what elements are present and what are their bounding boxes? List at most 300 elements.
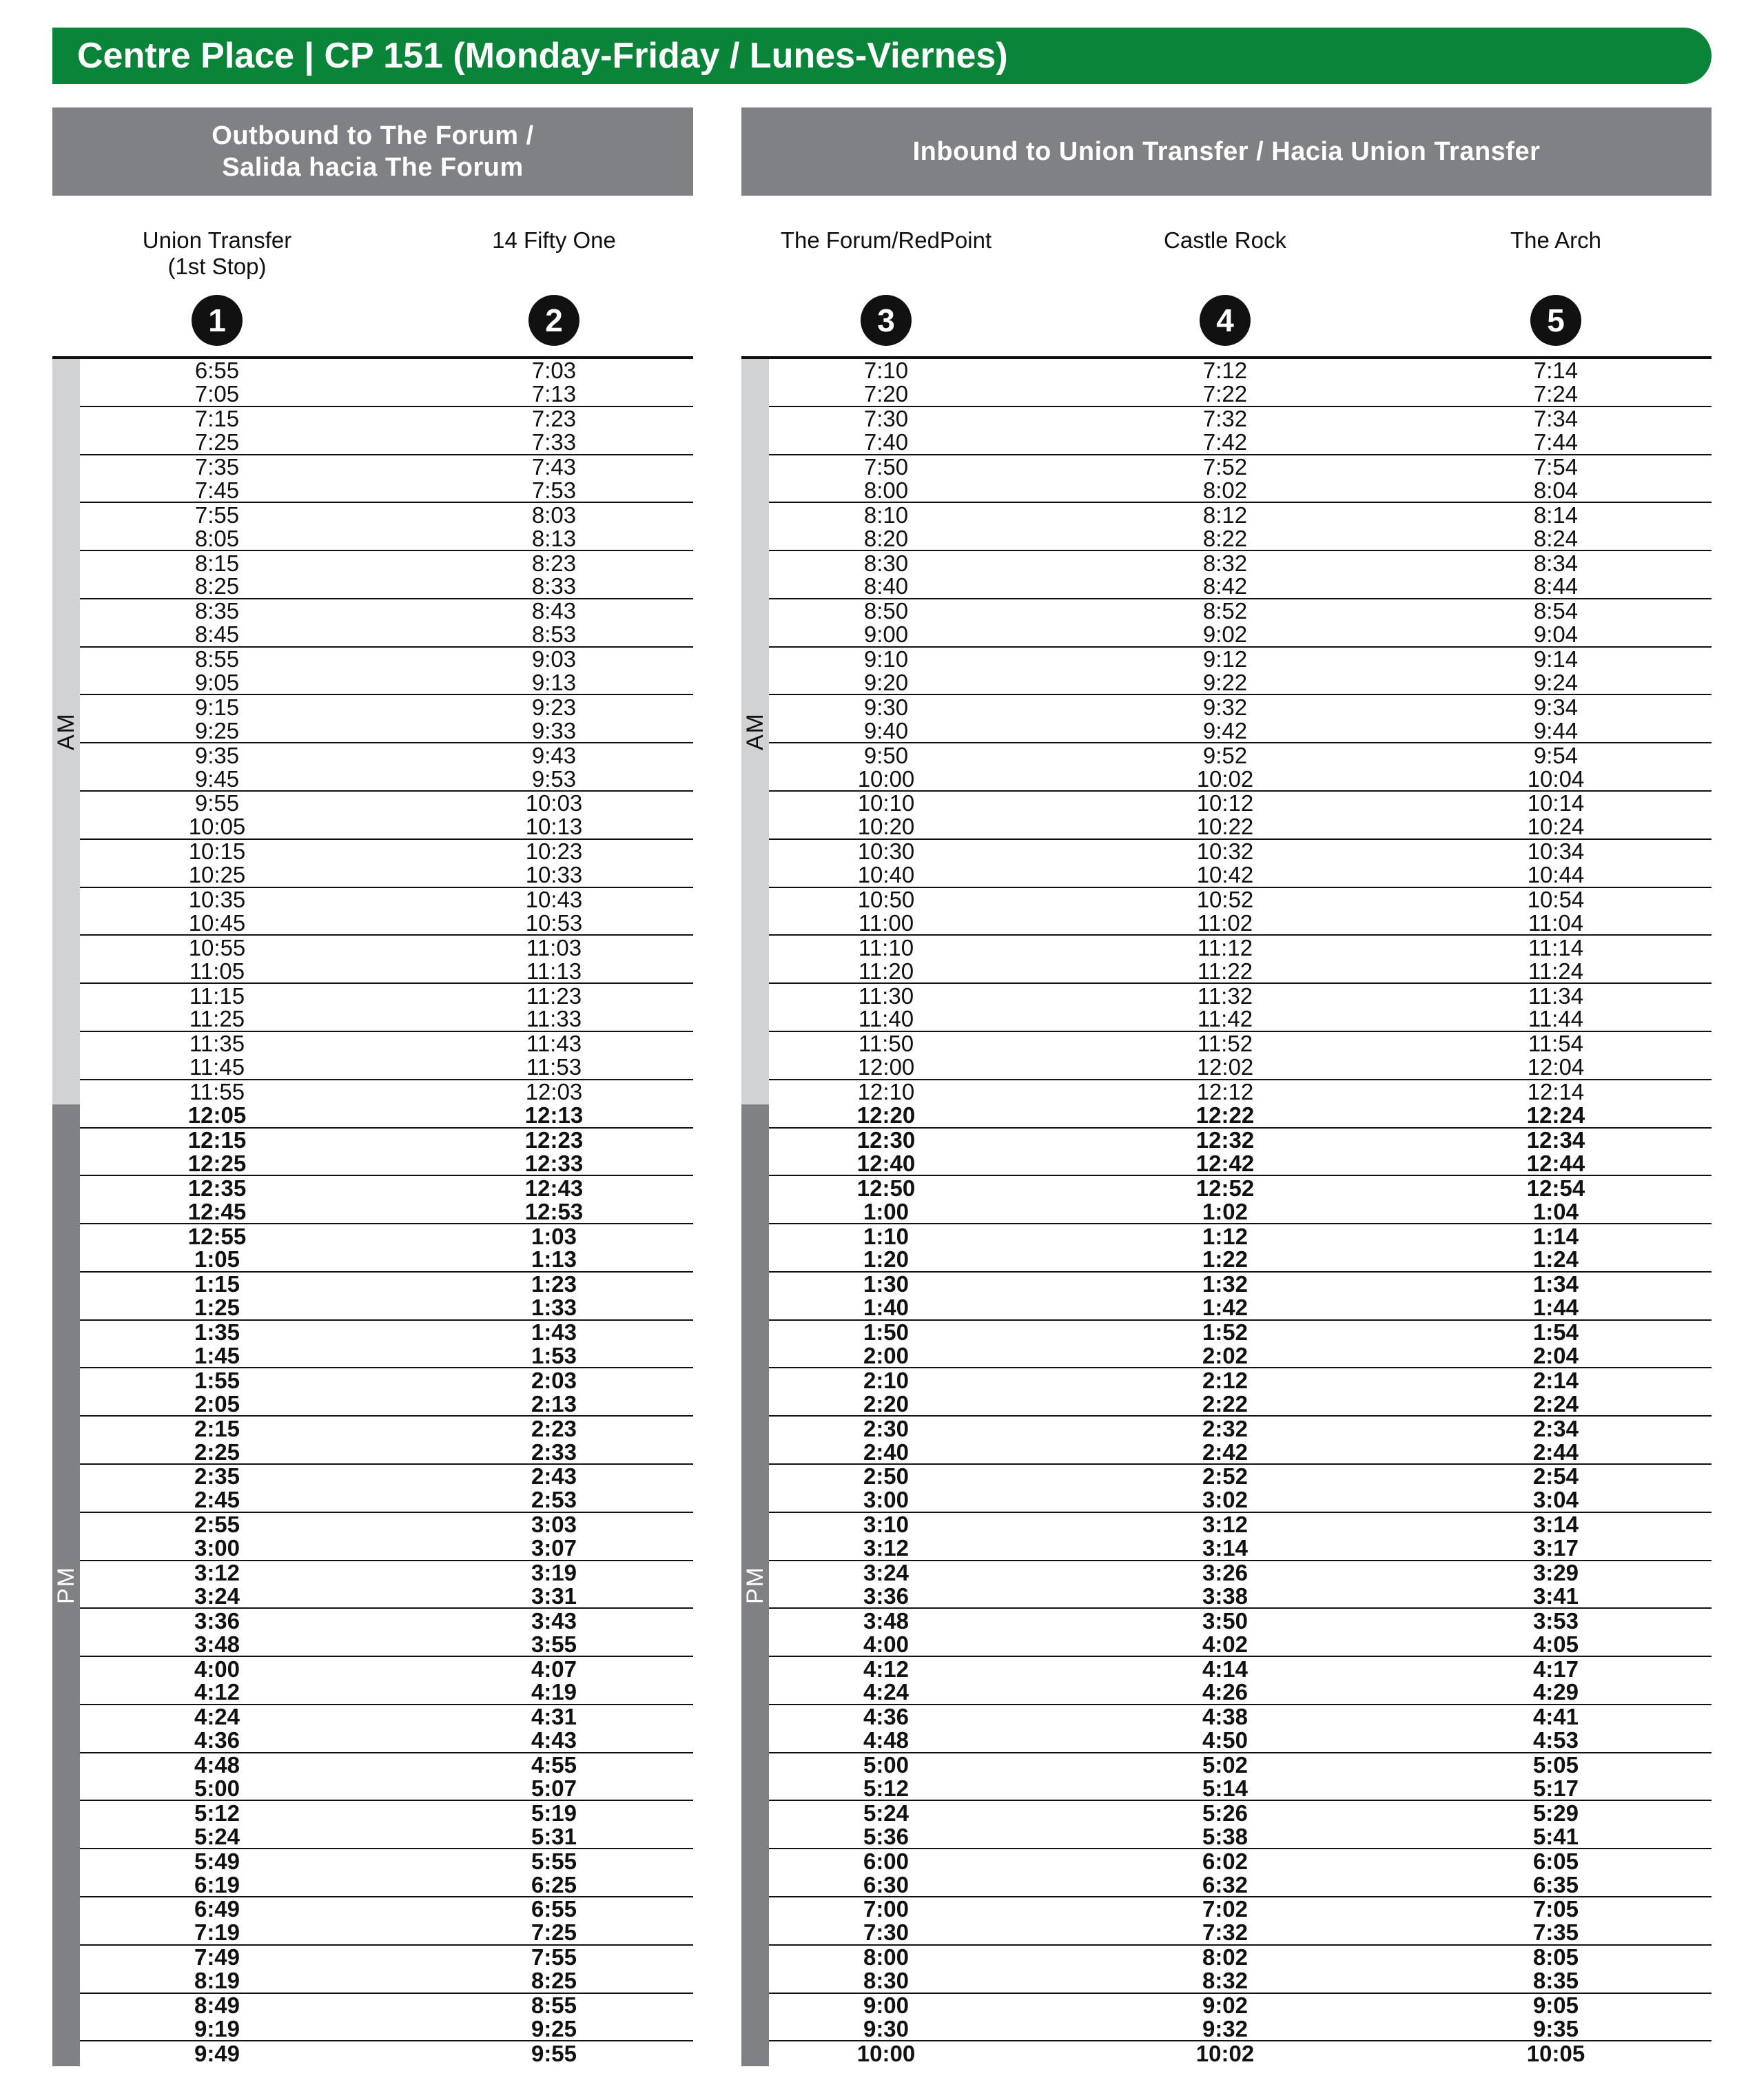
time-cell: 11:32 [1197,982,1253,1009]
table-row [769,960,1712,984]
table-row [80,1056,693,1080]
time-cell: 7:13 [531,381,577,407]
time-cell: 8:33 [531,573,577,599]
time-cell: 11:54 [1528,1031,1584,1057]
table-row [769,1970,1712,1994]
table-row [769,1849,1712,1873]
table-row [80,383,693,407]
time-cell: 9:10 [863,646,909,672]
time-cell: 9:24 [1533,670,1579,696]
time-cell: 8:15 [194,550,240,576]
time-cell: 7:52 [1202,454,1248,480]
time-cell: 8:05 [1532,1944,1579,1970]
time-cell: 8:42 [1202,573,1248,599]
time-cell: 11:52 [1197,1031,1253,1057]
time-cell: 4:53 [1532,1727,1579,1753]
table-row [769,1775,1712,1802]
time-cell: 7:42 [1202,429,1248,455]
time-cell: 2:23 [531,1415,577,1441]
table-row [80,431,693,455]
time-cell: 9:52 [1202,742,1248,768]
table-row [769,599,1712,624]
time-cell: 9:04 [1533,621,1579,648]
table-row [80,1970,693,1994]
time-cell: 9:30 [863,694,909,720]
time-cell: 9:05 [1532,1993,1579,2018]
time-cell: 4:05 [1532,1631,1579,1657]
time-cell: 10:12 [1196,790,1254,816]
table-row [80,1729,693,1753]
time-cell: 12:42 [1195,1150,1255,1176]
column-subtitle: (1st Stop) [167,254,267,279]
time-cell: 12:14 [1527,1079,1585,1105]
time-cell: 12:00 [857,1054,915,1080]
time-cell: 7:35 [194,454,240,480]
time-cell: 2:54 [1532,1463,1579,1490]
time-cell: 10:32 [1196,838,1254,865]
time-cell: 2:02 [1202,1342,1249,1368]
time-cell: 3:43 [531,1607,577,1634]
table-row [769,1441,1712,1465]
pm-label: PM [741,1566,768,1605]
table-row [80,1273,693,1297]
table-row [80,792,693,816]
time-cell: 4:29 [1532,1679,1579,1705]
table-row [769,936,1712,960]
time-cell: 7:32 [1202,406,1248,432]
time-cell: 4:41 [1532,1704,1579,1730]
table-row [769,1609,1712,1633]
time-cell: 3:41 [1532,1583,1579,1609]
table-row [80,407,693,431]
time-cell: 8:32 [1202,550,1248,576]
time-cell: 3:24 [194,1583,240,1609]
time-cell: 9:15 [194,694,240,720]
column-name: Castle Rock [1164,227,1286,253]
time-cell: 1:54 [1532,1319,1579,1346]
time-cell: 7:14 [1533,358,1579,384]
time-cell: 3:03 [531,1512,577,1538]
table-row [80,2041,693,2066]
time-cell: 12:53 [524,1198,584,1224]
time-cell: 12:34 [1526,1126,1585,1153]
time-cell: 7:02 [1202,1896,1249,1922]
table-row [769,792,1712,816]
time-cell: 10:15 [188,838,246,865]
time-cell: 7:30 [863,1919,910,1946]
time-cell: 7:35 [1532,1919,1579,1946]
time-cell: 3:14 [1202,1535,1249,1561]
table-row [80,1297,693,1321]
time-cell: 7:33 [531,429,577,455]
pm-label: PM [52,1566,79,1605]
table-row [80,743,693,768]
table-row [80,984,693,1008]
time-cell: 5:49 [194,1848,240,1874]
table-row [769,1513,1712,1537]
table-row [769,503,1712,527]
table-row [769,1126,1712,1153]
time-cell: 3:07 [531,1535,577,1561]
time-cell: 1:14 [1532,1223,1579,1249]
time-cell: 5:02 [1202,1752,1249,1778]
time-cell: 1:15 [194,1271,240,1297]
inbound-header-text: Inbound to Union Transfer / Hacia Union Transfer [912,137,1541,166]
column-forum-redpoint [762,227,1010,254]
time-cell: 11:00 [858,909,914,936]
time-cell: 7:50 [863,454,909,480]
time-cell: 6:49 [194,1896,240,1922]
stop-badge-3: 3 [861,295,912,346]
table-row [769,455,1712,480]
table-row [769,1200,1712,1224]
table-row [769,1248,1712,1273]
table-row [80,1946,693,1970]
table-row [769,1561,1712,1585]
outbound-pm-band [52,1104,80,2066]
time-cell: 3:12 [194,1559,240,1585]
time-cell: 11:44 [1528,1006,1584,1032]
time-cell: 4:12 [863,1656,910,1682]
time-cell: 9:02 [1202,621,1248,648]
time-cell: 2:32 [1202,1415,1249,1441]
time-cell: 9:05 [194,670,240,696]
time-cell: 7:25 [531,1919,577,1946]
time-cell: 9:43 [531,742,577,768]
table-row [769,1176,1712,1200]
time-cell: 10:55 [188,934,246,960]
time-cell: 8:24 [1533,525,1579,551]
time-cell: 2:43 [531,1463,577,1490]
time-cell: 4:19 [531,1679,577,1705]
table-row [80,816,693,840]
time-cell: 1:34 [1532,1271,1579,1297]
time-cell: 2:30 [863,1415,910,1441]
time-cell: 1:52 [1202,1319,1249,1346]
time-cell: 2:14 [1532,1367,1579,1393]
time-cell: 8:00 [863,477,909,503]
time-cell: 5:12 [194,1800,240,1826]
time-cell: 12:55 [187,1223,247,1249]
table-row [80,1392,693,1417]
time-cell: 1:12 [1202,1223,1249,1249]
time-cell: 12:22 [1195,1102,1255,1129]
table-row [769,1994,1712,2018]
time-cell: 5:31 [531,1823,577,1849]
time-cell: 11:03 [526,934,582,960]
table-row [80,936,693,960]
time-cell: 3:12 [863,1535,910,1561]
time-cell: 7:10 [863,358,909,384]
table-row [769,1897,1712,1922]
time-cell: 7:45 [194,477,240,503]
column-14-fifty-one [430,227,678,254]
time-cell: 1:45 [194,1342,240,1368]
time-cell: 10:23 [525,838,583,865]
time-cell: 4:26 [1202,1679,1249,1705]
time-cell: 4:14 [1202,1656,1249,1682]
table-row [80,1152,693,1176]
table-row [80,1994,693,2018]
table-row [769,407,1712,431]
time-cell: 10:24 [1527,814,1585,840]
time-cell: 11:02 [1197,909,1253,936]
time-cell: 1:30 [863,1271,910,1297]
time-cell: 1:43 [531,1319,577,1346]
table-row [769,1368,1712,1392]
stop-badge-2: 2 [528,295,579,346]
time-cell: 4:12 [194,1679,240,1705]
time-cell: 8:50 [863,598,909,624]
time-cell: 3:14 [1532,1512,1579,1538]
time-cell: 3:38 [1202,1583,1249,1609]
time-cell: 4:50 [1202,1727,1249,1753]
time-cell: 12:32 [1195,1126,1255,1153]
time-cell: 4:48 [194,1752,240,1778]
table-row [769,1825,1712,1849]
time-cell: 3:36 [863,1583,910,1609]
time-cell: 9:34 [1533,694,1579,720]
time-cell: 12:02 [1196,1054,1254,1080]
time-cell: 11:20 [858,958,914,984]
time-cell: 6:25 [531,1871,577,1897]
time-cell: 8:55 [194,646,240,672]
time-cell: 11:30 [858,982,914,1009]
table-row [80,765,693,792]
table-row [80,1681,693,1705]
time-cell: 9:00 [863,621,909,648]
time-cell: 5:29 [1532,1800,1579,1826]
table-row [80,1897,693,1922]
time-cell: 10:05 [1526,2040,1585,2066]
time-cell: 4:24 [863,1679,910,1705]
table-row [80,909,693,936]
time-cell: 8:34 [1533,550,1579,576]
table-row [80,1104,693,1129]
table-row [769,1008,1712,1032]
time-cell: 5:24 [863,1800,910,1826]
time-cell: 3:48 [194,1631,240,1657]
table-row [769,1873,1712,1897]
time-cell: 10:50 [857,887,915,913]
table-row [769,383,1712,407]
column-name: 14 Fifty One [492,227,616,253]
time-cell: 3:12 [1202,1512,1249,1538]
time-cell: 4:43 [531,1727,577,1753]
table-row [769,1946,1712,1970]
time-cell: 8:32 [1202,1968,1249,1994]
table-row [80,1585,693,1609]
outbound-header-line2: Salida hacia The Forum [222,153,524,182]
time-cell: 9:55 [531,2040,577,2066]
time-cell: 11:42 [1197,1006,1253,1032]
time-cell: 10:30 [857,838,915,865]
time-cell: 11:33 [526,1006,582,1032]
time-cell: 12:04 [1527,1054,1585,1080]
time-cell: 3:19 [531,1559,577,1585]
time-cell: 9:45 [194,765,240,792]
time-cell: 2:22 [1202,1390,1249,1417]
table-row [769,551,1712,575]
table-row [80,1248,693,1273]
time-cell: 12:25 [187,1150,247,1176]
table-row [769,1104,1712,1129]
time-cell: 5:07 [531,1775,577,1801]
table-row [769,1224,1712,1248]
time-cell: 6:05 [1532,1848,1579,1874]
time-cell: 10:13 [525,814,583,840]
time-cell: 1:25 [194,1295,240,1321]
am-label: AM [52,712,79,751]
time-cell: 8:22 [1202,525,1248,551]
table-row [769,1753,1712,1778]
time-cell: 7:49 [194,1944,240,1970]
table-row [769,1056,1712,1080]
time-cell: 5:17 [1532,1775,1579,1801]
time-cell: 10:33 [525,862,583,888]
table-row [80,599,693,624]
column-name: Union Transfer [142,227,292,253]
time-cell: 5:26 [1202,1800,1249,1826]
table-row [80,359,693,383]
time-cell: 8:05 [194,525,240,551]
time-cell: 6:02 [1202,1848,1249,1874]
time-cell: 2:45 [194,1487,240,1513]
time-cell: 2:55 [194,1512,240,1538]
time-cell: 7:53 [531,477,577,503]
time-cell: 9:35 [1532,2015,1579,2041]
stop-badge-4: 4 [1200,295,1251,346]
time-cell: 1:10 [863,1223,910,1249]
time-cell: 10:00 [857,765,915,792]
time-cell: 11:43 [526,1031,582,1057]
time-cell: 7:00 [863,1896,910,1922]
time-cell: 8:35 [1532,1968,1579,1994]
time-cell: 8:55 [531,1993,577,2018]
time-cell: 9:14 [1533,646,1579,672]
time-cell: 10:02 [1196,765,1254,792]
column-name: The Arch [1510,227,1602,253]
time-cell: 8:54 [1533,598,1579,624]
table-row [769,1392,1712,1417]
time-cell: 3:55 [531,1631,577,1657]
time-cell: 1:02 [1202,1198,1249,1224]
table-row [80,1537,693,1561]
time-cell: 2:40 [863,1439,910,1465]
time-cell: 11:34 [1528,982,1584,1009]
time-cell: 8:23 [531,550,577,576]
table-row [769,1657,1712,1681]
table-row [769,527,1712,551]
time-cell: 7:22 [1202,381,1248,407]
table-row [80,1873,693,1897]
time-cell: 2:03 [531,1367,577,1393]
time-cell: 7:03 [531,358,577,384]
table-row [80,1080,693,1104]
time-cell: 9:20 [863,670,909,696]
time-cell: 12:35 [187,1175,247,1201]
table-row [769,2041,1712,2066]
time-cell: 10:20 [857,814,915,840]
time-cell: 1:23 [531,1271,577,1297]
time-cell: 8:30 [863,1968,910,1994]
time-cell: 2:20 [863,1390,910,1417]
time-cell: 9:35 [194,742,240,768]
table-row [769,1681,1712,1705]
column-name: The Forum/RedPoint [780,227,992,253]
time-cell: 3:29 [1532,1559,1579,1585]
table-row [80,719,693,743]
time-cell: 12:15 [187,1126,247,1153]
time-cell: 10:05 [188,814,246,840]
table-row [769,1080,1712,1104]
time-cell: 1:20 [863,1246,910,1273]
time-cell: 9:33 [531,717,577,743]
table-row [80,503,693,527]
time-cell: 12:23 [524,1126,584,1153]
time-cell: 8:30 [863,550,909,576]
time-cell: 10:02 [1195,2040,1255,2066]
time-cell: 2:42 [1202,1439,1249,1465]
time-cell: 9:12 [1202,646,1248,672]
time-cell: 7:55 [194,502,240,528]
time-cell: 12:52 [1195,1175,1255,1201]
table-row [769,743,1712,768]
time-cell: 4:00 [194,1656,240,1682]
time-cell: 3:36 [194,1607,240,1634]
table-row [80,1705,693,1729]
time-cell: 12:24 [1526,1102,1585,1129]
time-cell: 12:12 [1196,1079,1254,1105]
time-cell: 3:02 [1202,1487,1249,1513]
time-cell: 10:35 [188,887,246,913]
time-cell: 8:40 [863,573,909,599]
time-cell: 9:02 [1202,1993,1249,2018]
table-row [80,1008,693,1032]
time-cell: 9:22 [1202,670,1248,696]
table-row [769,479,1712,503]
column-castle-rock [1101,227,1349,254]
time-cell: 5:55 [531,1848,577,1874]
time-cell: 7:05 [1532,1896,1579,1922]
time-cell: 10:42 [1196,862,1254,888]
time-cell: 9:32 [1202,694,1248,720]
time-cell: 7:15 [194,406,240,432]
time-cell: 2:15 [194,1415,240,1441]
time-cell: 2:35 [194,1463,240,1490]
time-cell: 11:14 [1528,934,1584,960]
time-cell: 12:20 [856,1102,916,1129]
time-cell: 1:05 [194,1246,240,1273]
time-cell: 3:26 [1202,1559,1249,1585]
time-cell: 9:54 [1533,742,1579,768]
time-cell: 8:52 [1202,598,1248,624]
time-cell: 4:55 [531,1752,577,1778]
time-cell: 12:50 [856,1175,916,1201]
time-cell: 4:00 [863,1631,910,1657]
time-cell: 9:25 [531,2015,577,2041]
time-cell: 11:50 [858,1031,914,1057]
time-cell: 12:45 [187,1198,247,1224]
table-row [80,2017,693,2041]
time-cell: 7:24 [1533,381,1579,407]
time-cell: 2:24 [1532,1390,1579,1417]
time-cell: 4:02 [1202,1631,1249,1657]
time-cell: 9:03 [531,646,577,672]
time-cell: 6:55 [531,1896,577,1922]
table-row [80,1342,693,1369]
table-row [80,1441,693,1465]
